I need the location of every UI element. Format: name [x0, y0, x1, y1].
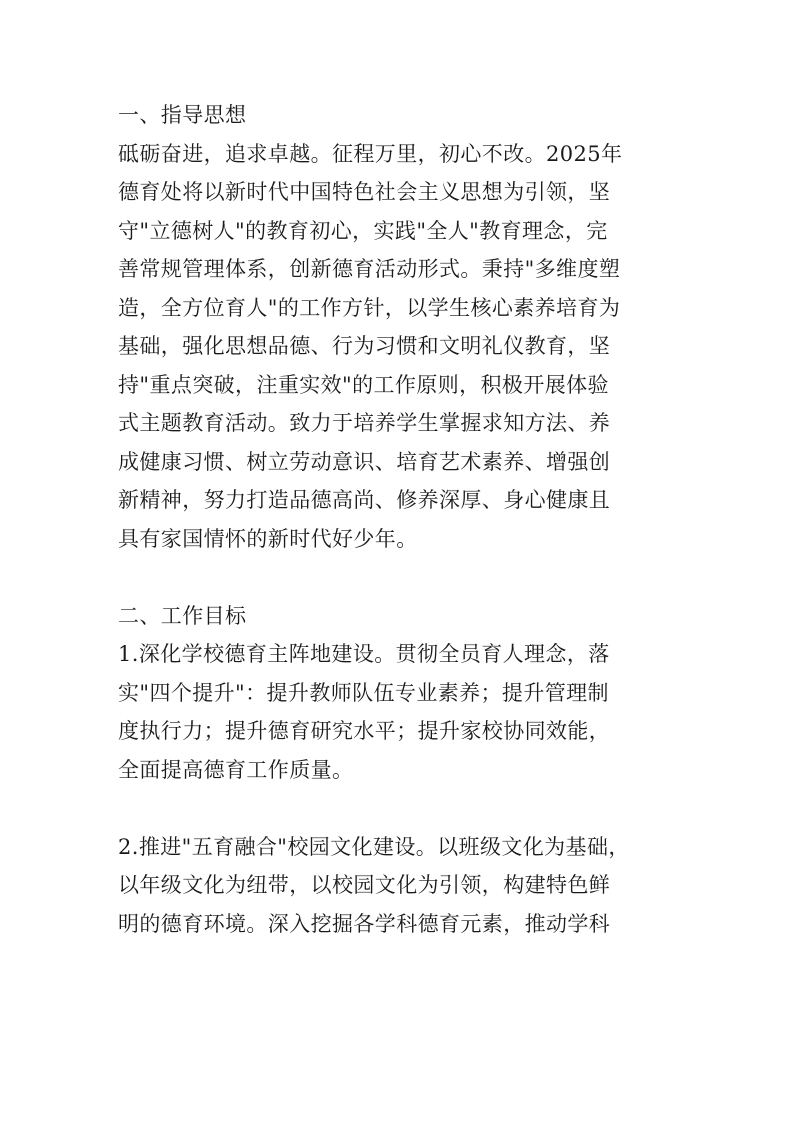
text-line: 基础，强化思想品德、行为习惯和文明礼仪教育，坚	[118, 334, 611, 358]
text-line: 成健康习惯、树立劳动意识、培育艺术素养、增强创	[118, 449, 611, 474]
paragraph-gap	[118, 789, 678, 828]
text-line: 2.推进"五育融合"校园文化建设。以班级文化为基础，	[118, 834, 630, 859]
text-line: 度执行力；提升德育研究水平；提升家校协同效能，	[118, 719, 611, 743]
text-line: 德育处将以新时代中国特色社会主义思想为引领，坚	[118, 180, 611, 204]
text-line: 善常规管理体系，创新德育活动形式。秉持"多维度塑	[118, 257, 621, 281]
text-line: 式主题教育活动。致力于培养学生掌握求知方法、养	[118, 411, 611, 435]
text-line: 1.深化学校德育主阵地建设。贯彻全员育人理念，落	[118, 642, 610, 666]
text-line: 砥砺奋进，追求卓越。征程万里，初心不改。2025年	[118, 141, 623, 166]
text-line: 持"重点突破，注重实效"的工作原则，积极开展体验	[118, 372, 609, 397]
text-line: 造，全方位育人"的工作方针，以学生核心素养培育为	[118, 295, 621, 320]
text-line: 全面提高德育工作质量。	[118, 757, 354, 782]
text-line: 明的德育环境。深入挖掘各学科德育元素，推动学科	[118, 911, 611, 936]
section-1-paragraph	[118, 135, 678, 559]
section-heading-1: 一、指导思想	[118, 103, 247, 127]
text-line: 实"四个提升"：提升教师队伍专业素养；提升管理制	[118, 680, 609, 705]
paragraph-gap	[118, 558, 678, 597]
document-page	[118, 96, 678, 943]
text-line: 新精神，努力打造品德高尚、修养深厚、身心健康且	[118, 488, 611, 512]
goal-paragraph-2	[118, 828, 678, 944]
goal-paragraph-1	[118, 635, 678, 789]
text-line: 具有家国情怀的新时代好少年。	[118, 526, 418, 551]
text-line: 以年级文化为纽带，以校园文化为引领，构建特色鲜	[118, 873, 611, 897]
text-line: 守"立德树人"的教育初心，实践"全人"教育理念，完	[118, 218, 608, 243]
section-heading-2: 二、工作目标	[118, 603, 247, 628]
